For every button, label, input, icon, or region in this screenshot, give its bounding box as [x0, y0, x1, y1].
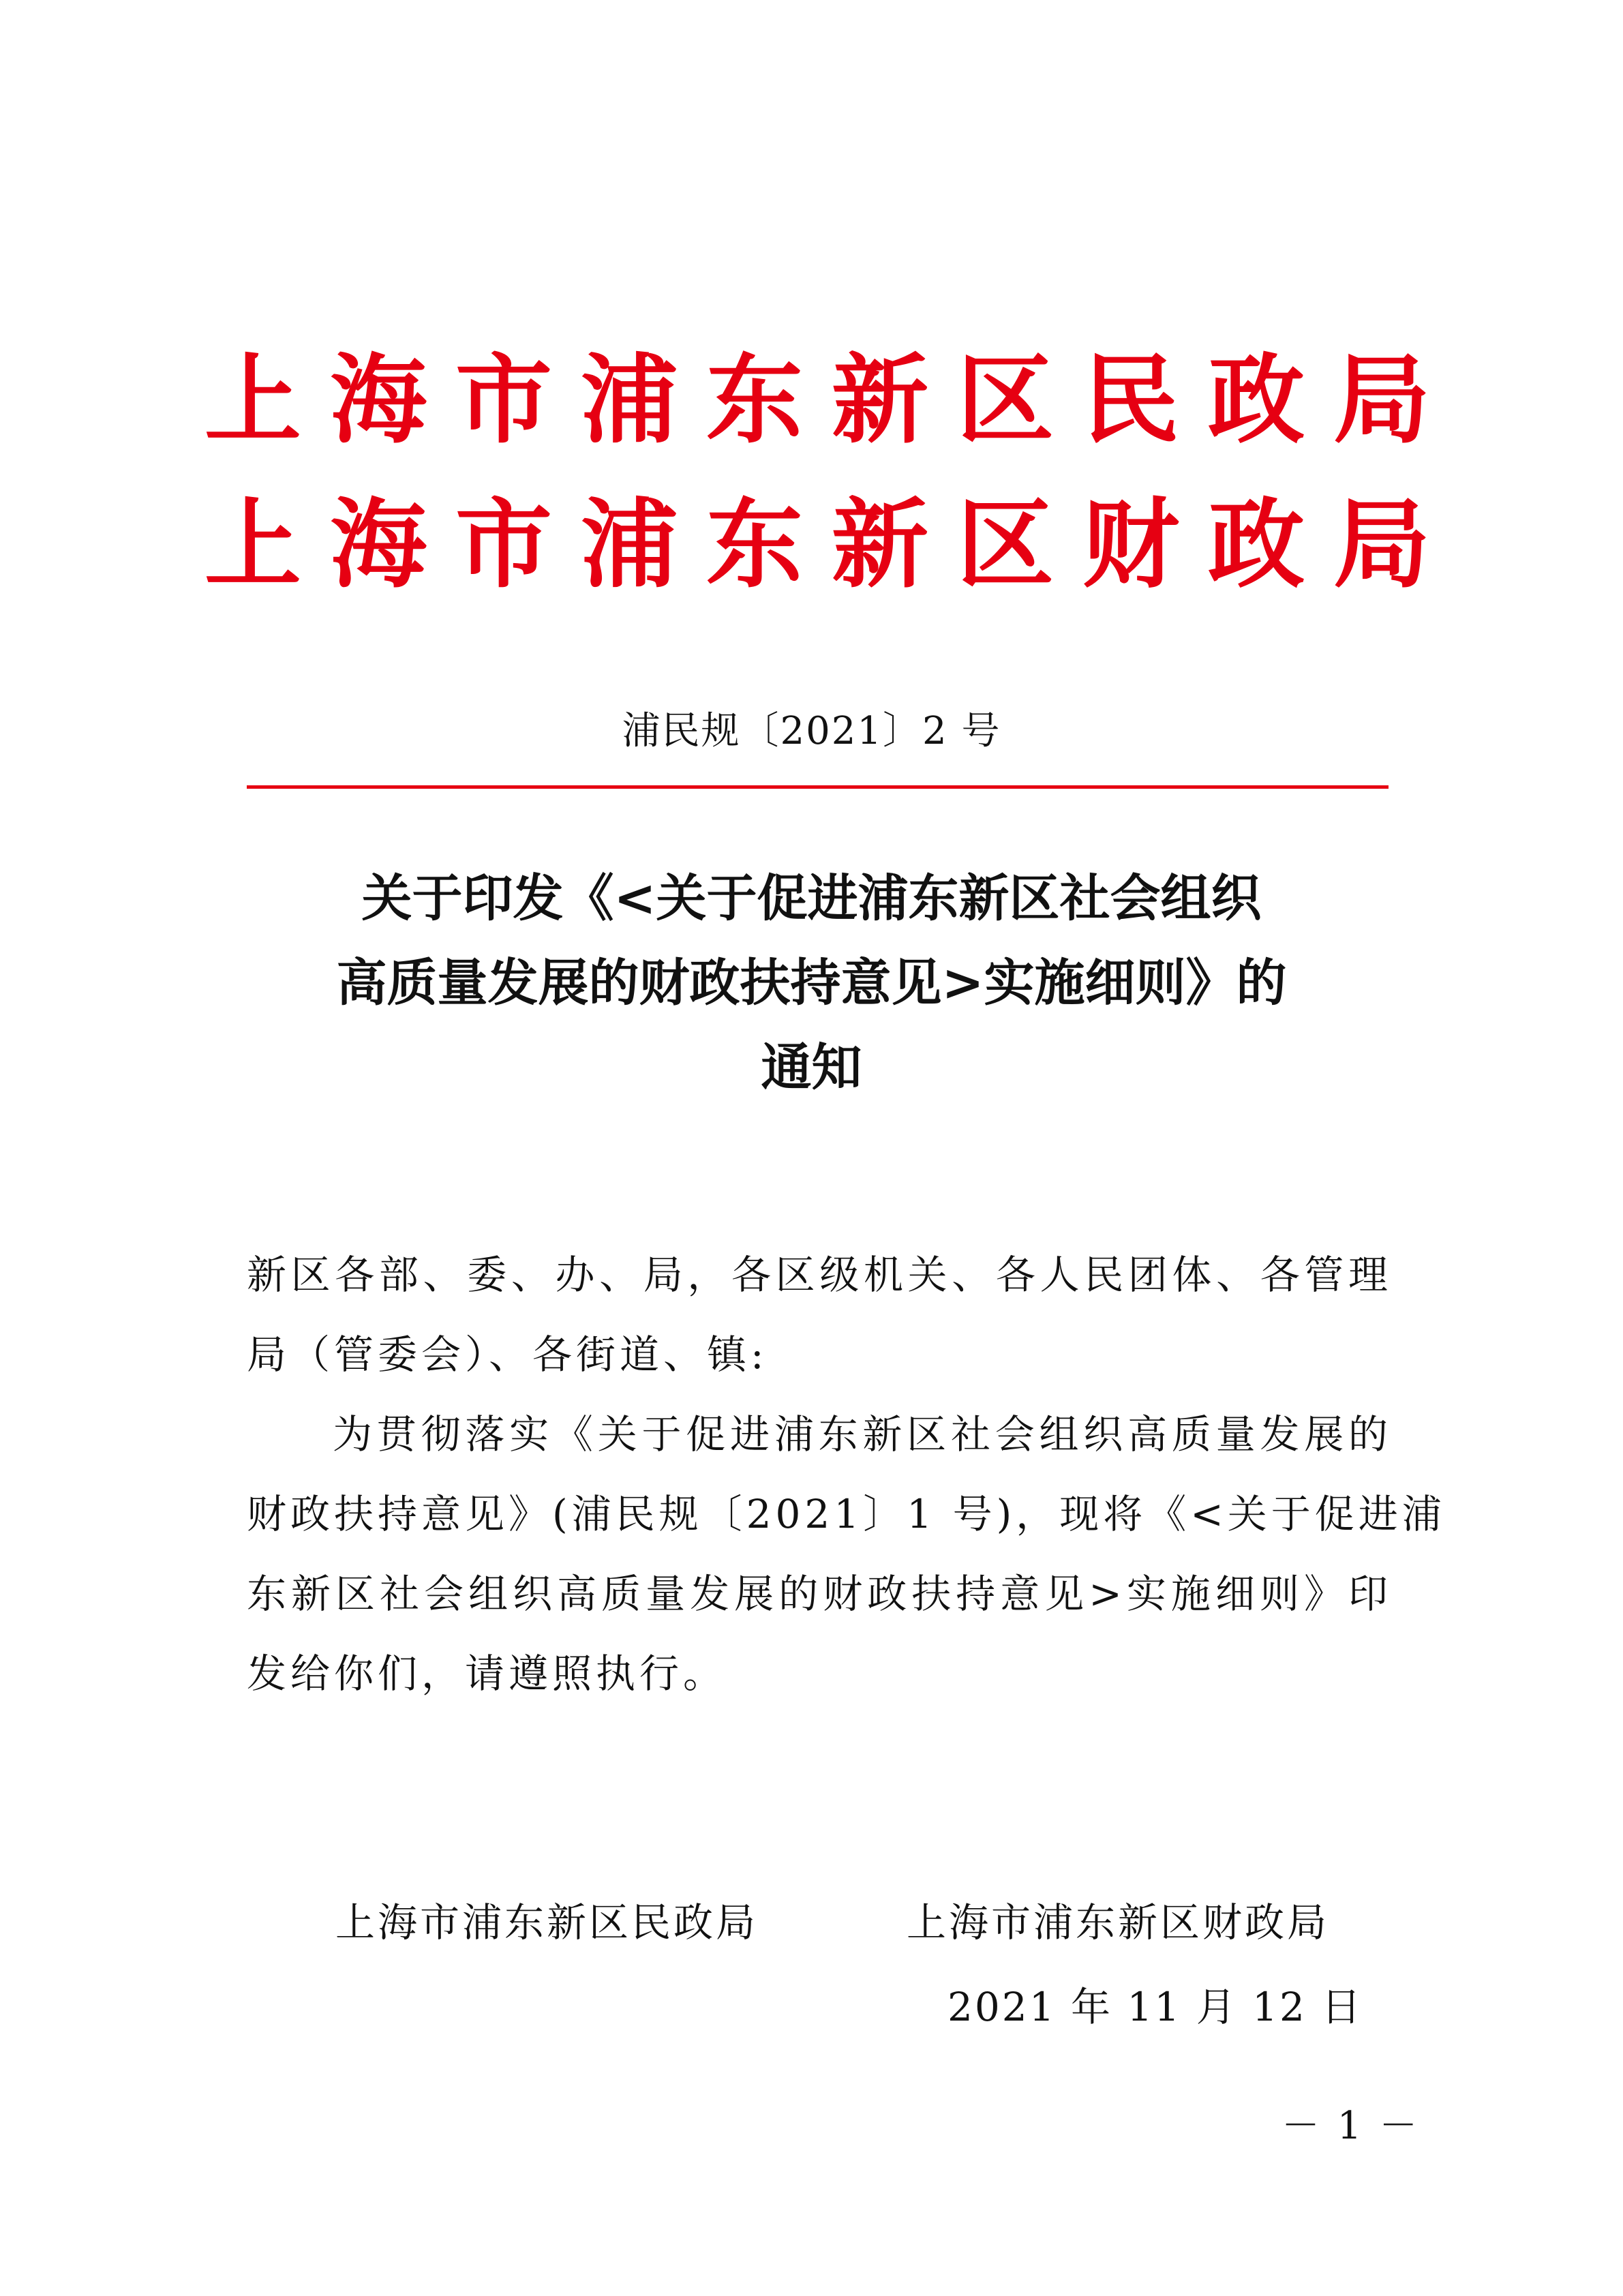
addressee — [247, 1235, 1392, 1395]
body-line: 东新区社会组织高质量发展的财政扶持意见>实施细则》印 — [247, 1571, 1392, 1617]
body-line: 为贯彻落实《关于促进浦东新区社会组织高质量发展的 — [333, 1411, 1392, 1457]
body-paragraph — [247, 1395, 1446, 1714]
title-line: 通知 — [761, 1038, 862, 1097]
page-number: － 1 － — [1281, 2104, 1421, 2148]
title-line: 高质量发展的财政扶持意见>实施细则》的 — [336, 954, 1287, 1012]
red-separator-line — [247, 785, 1389, 789]
addressee-line: 局（管委会）、各街道、镇: — [247, 1331, 768, 1378]
signature-civil-affairs: 上海市浦东新区民政局 — [335, 1899, 759, 1946]
addressee-line: 新区各部、委、办、局，各区级机关、各人民团体、各管理 — [247, 1252, 1392, 1298]
issuer-name-civil-affairs: 上海市浦东新区民政局 — [204, 344, 1459, 457]
body-line: 发给你们，请遵照执行。 — [247, 1650, 727, 1697]
document-title — [204, 856, 1419, 1110]
signature-finance: 上海市浦东新区财政局 — [907, 1899, 1330, 1946]
issue-date: 2021 年 11 月 12 日 — [947, 1984, 1363, 2030]
document-number: 浦民规〔2021〕2 号 — [622, 709, 1001, 753]
title-line: 关于印发《<关于促进浦东新区社会组织 — [361, 869, 1262, 928]
body-line: 财政扶持意见》(浦民规〔2021〕1 号)，现将《<关于促进浦 — [247, 1491, 1446, 1537]
issuer-name-finance: 上海市浦东新区财政局 — [204, 489, 1459, 601]
